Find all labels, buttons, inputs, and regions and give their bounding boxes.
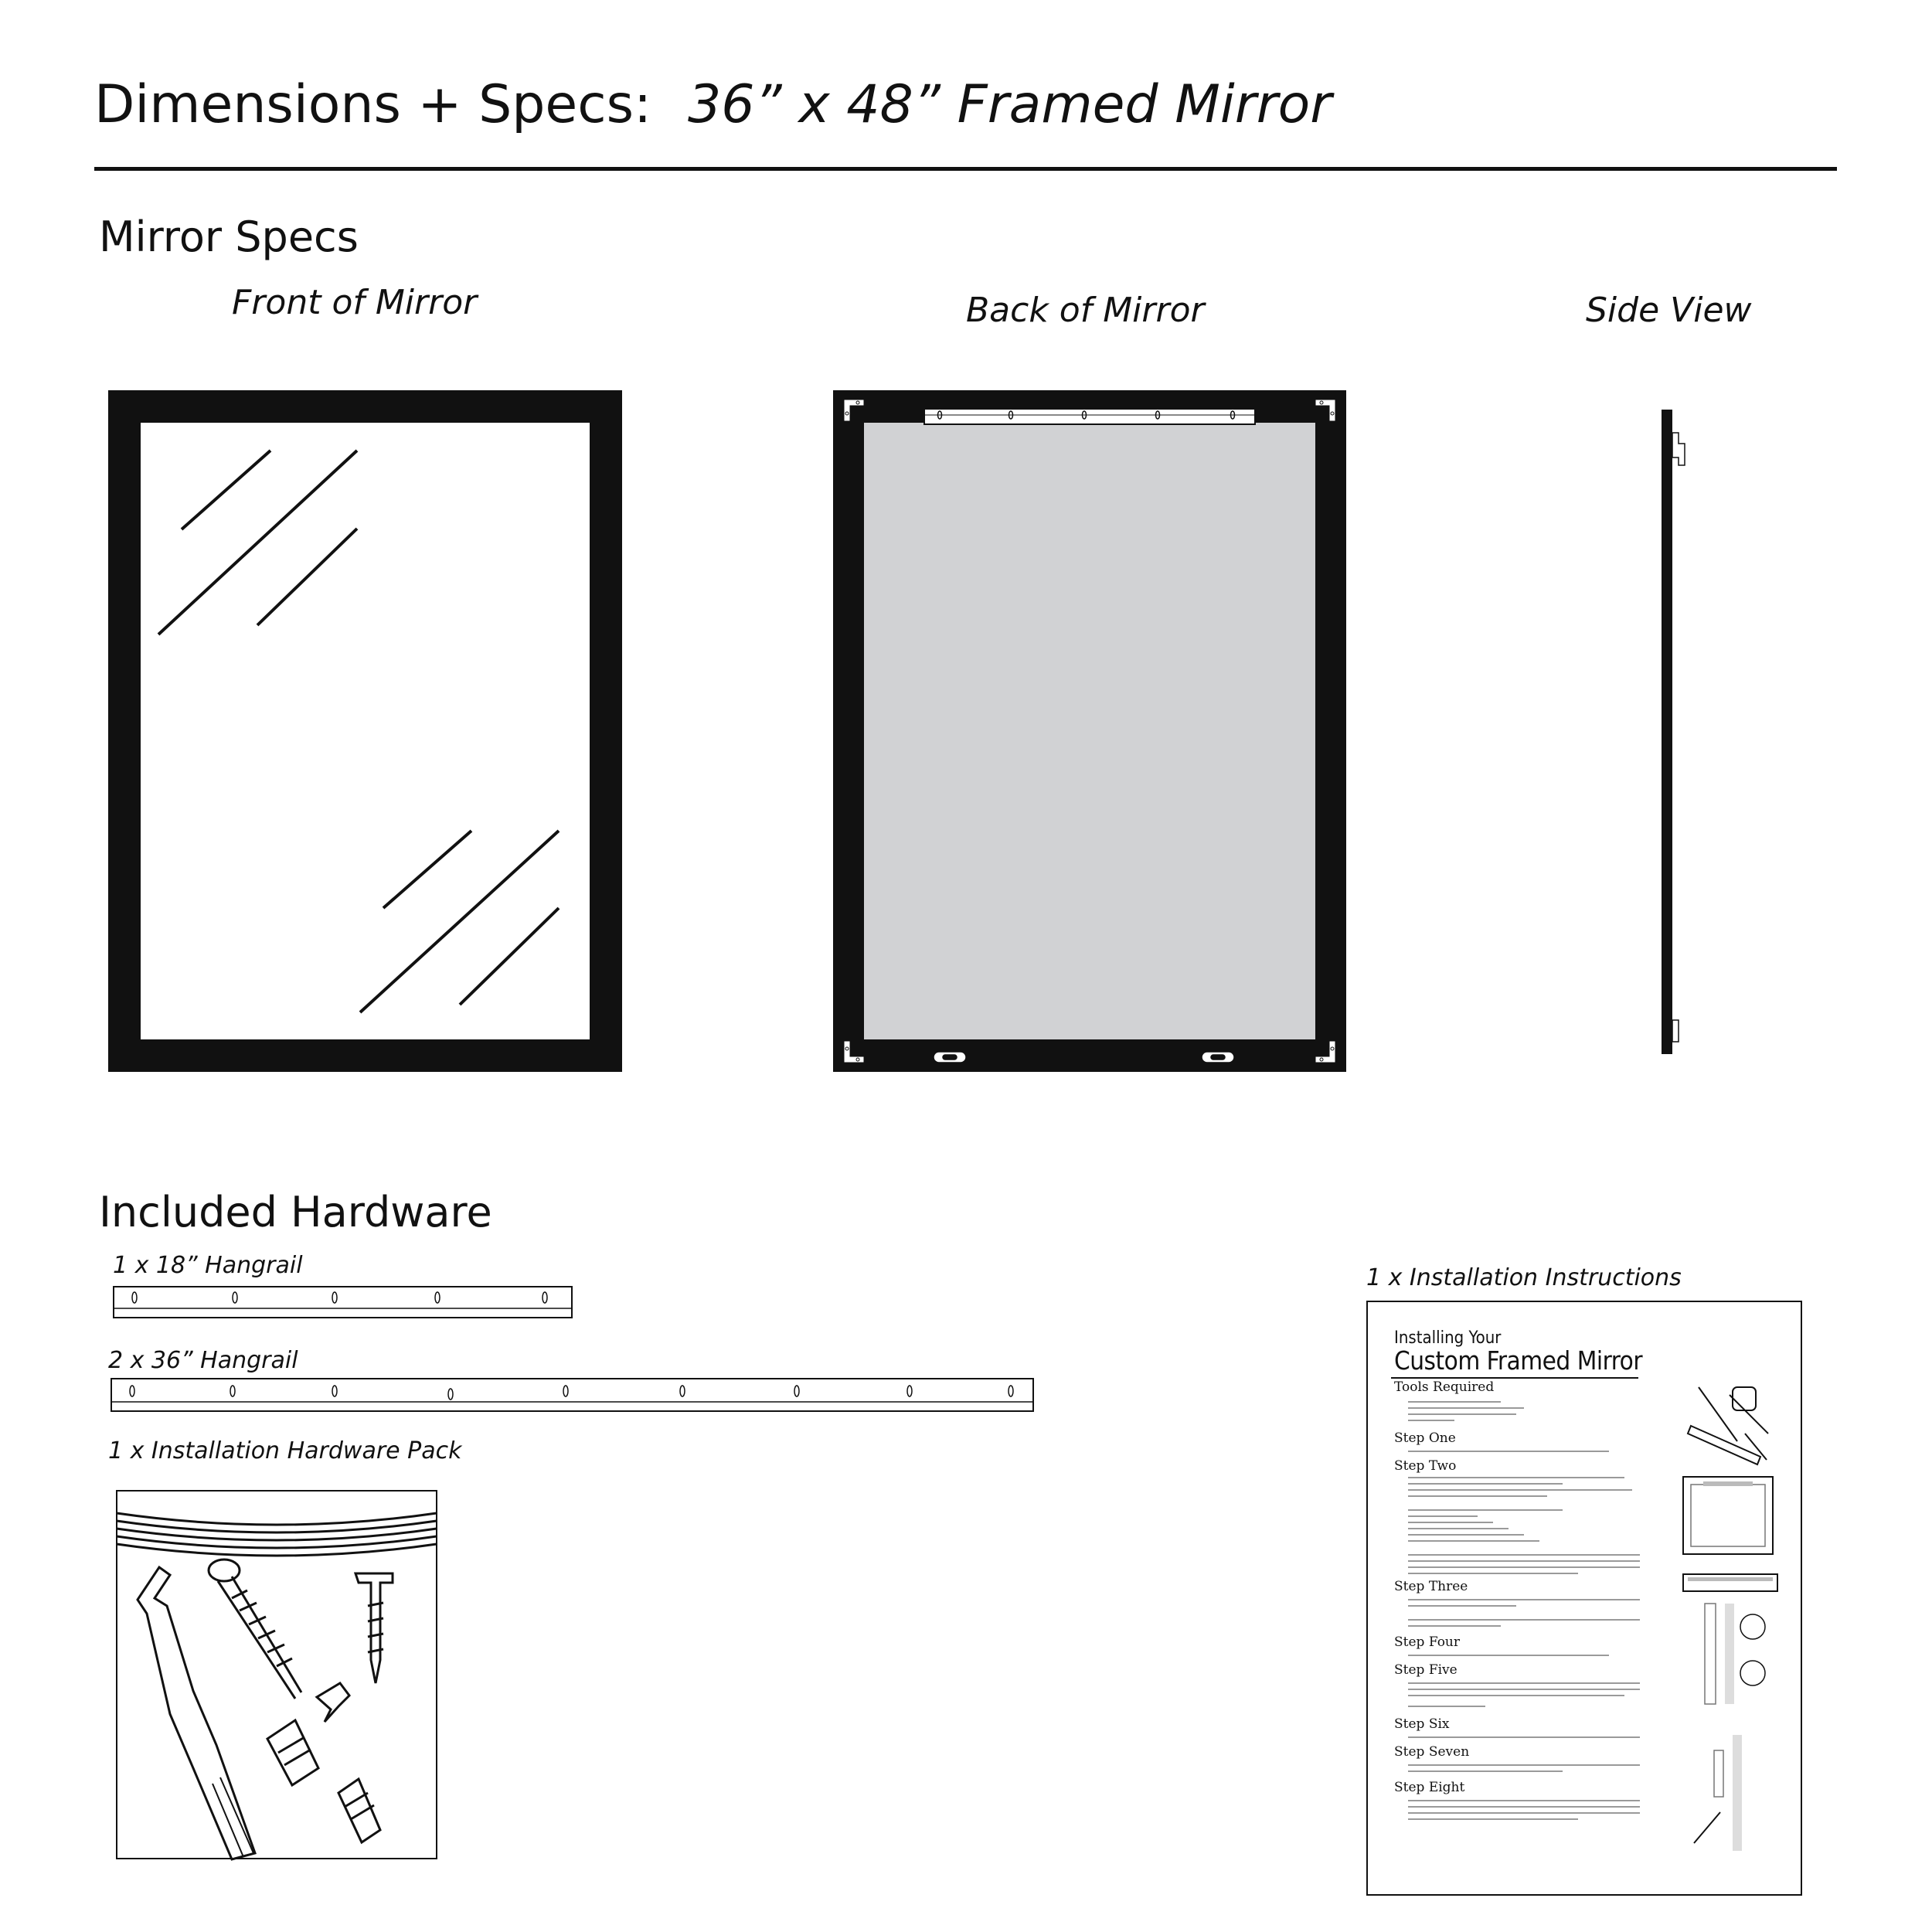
doc-section-step-two: Step Two — [1394, 1458, 1457, 1474]
doc-section-step-seven: Step Seven — [1394, 1744, 1470, 1760]
hardware-pack-diagram — [116, 1490, 437, 1859]
doc-section-step-four: Step Four — [1394, 1634, 1460, 1650]
instructions-document — [1366, 1301, 1802, 1896]
back-panel — [864, 423, 1315, 1039]
doc-section-step-eight: Step Eight — [1394, 1780, 1465, 1795]
side-view-label: Side View — [1586, 291, 1752, 330]
doc-side-illustration-1 — [1686, 1604, 1771, 1704]
doc-section-step-one: Step One — [1394, 1430, 1456, 1446]
product-title: 36” x 48” Framed Mirror — [688, 74, 1332, 135]
side-profile — [1662, 410, 1672, 1054]
hardware-heading: Included Hardware — [99, 1188, 492, 1236]
side-hangrail-profile — [1672, 433, 1685, 465]
doc-hangrail-illustration — [1680, 1571, 1781, 1594]
doc-section-tools: Tools Required — [1394, 1379, 1495, 1395]
back-hangrail — [924, 409, 1255, 424]
front-glass — [141, 423, 590, 1039]
doc-title-line2: Custom Framed Mirror — [1394, 1345, 1643, 1376]
header-divider — [94, 167, 1837, 171]
hangrail-36-diagram — [111, 1378, 1034, 1412]
page-title: Dimensions + Specs: — [94, 74, 651, 135]
hardware-pack-label: 1 x Installation Hardware Pack — [108, 1437, 462, 1464]
hangrail-18-diagram — [113, 1286, 573, 1318]
doc-section-step-three: Step Three — [1394, 1579, 1468, 1594]
instructions-label: 1 x Installation Instructions — [1366, 1264, 1682, 1291]
back-view-label: Back of Mirror — [966, 291, 1205, 330]
doc-section-step-six: Step Six — [1394, 1716, 1450, 1732]
doc-section-step-five: Step Five — [1394, 1662, 1458, 1678]
doc-title-rule — [1391, 1377, 1638, 1379]
doc-side-illustration-2 — [1686, 1735, 1771, 1851]
doc-tools-illustration — [1683, 1379, 1776, 1466]
hangrail-18-label: 1 x 18” Hangrail — [113, 1252, 303, 1279]
front-mirror-diagram — [108, 390, 622, 1072]
side-bracket-profile — [1672, 1020, 1679, 1042]
mirror-specs-heading: Mirror Specs — [99, 213, 359, 261]
hangrail-36-label: 2 x 36” Hangrail — [108, 1347, 298, 1374]
back-mirror-diagram — [833, 390, 1346, 1072]
doc-frame-illustration — [1680, 1474, 1781, 1559]
front-view-label: Front of Mirror — [232, 283, 478, 322]
side-view-diagram — [1660, 410, 1691, 1054]
doc-title-line1: Installing Your — [1394, 1328, 1502, 1348]
